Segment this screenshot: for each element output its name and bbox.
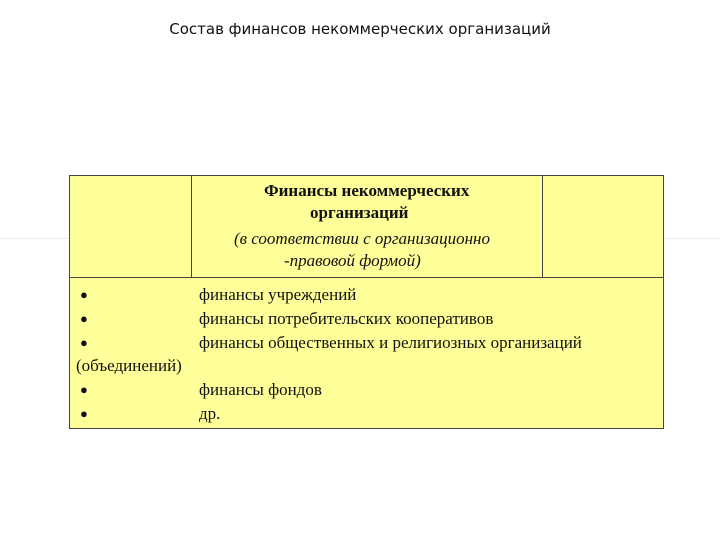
list-item-text: финансы фондов: [199, 380, 322, 399]
header-subtitle-line-1: (в соответствии с организационно: [234, 229, 490, 248]
header-table: [69, 175, 664, 278]
header-cell-left: [70, 176, 192, 277]
list-item-text: финансы общественных и религиозных организаций: [199, 333, 582, 352]
list-item-continuation-text: (объединений): [76, 356, 182, 375]
bullet-icon: ●: [80, 382, 88, 397]
guide-line-left: [0, 238, 68, 239]
header-title-line-1: Финансы некоммерческих: [264, 181, 470, 200]
list-item-text: финансы потребительских кооперативов: [199, 309, 494, 328]
composition-list: [69, 277, 664, 429]
header-cell-center: [192, 176, 543, 277]
bullet-icon: ●: [80, 335, 88, 350]
bullet-icon: ●: [80, 287, 88, 302]
bullet-icon: ●: [80, 406, 88, 421]
header-title-line-2: организаций: [310, 203, 409, 222]
header-cell-right: [543, 176, 663, 277]
guide-line-right: [664, 238, 720, 239]
slide-title: Состав финансов некоммерческих организаций: [169, 20, 551, 38]
bullet-icon: ●: [80, 311, 88, 326]
list-item-text: др.: [199, 404, 221, 423]
header-subtitle-line-2: -правовой формой): [284, 251, 421, 270]
list-item-text: финансы учреждений: [199, 285, 357, 304]
